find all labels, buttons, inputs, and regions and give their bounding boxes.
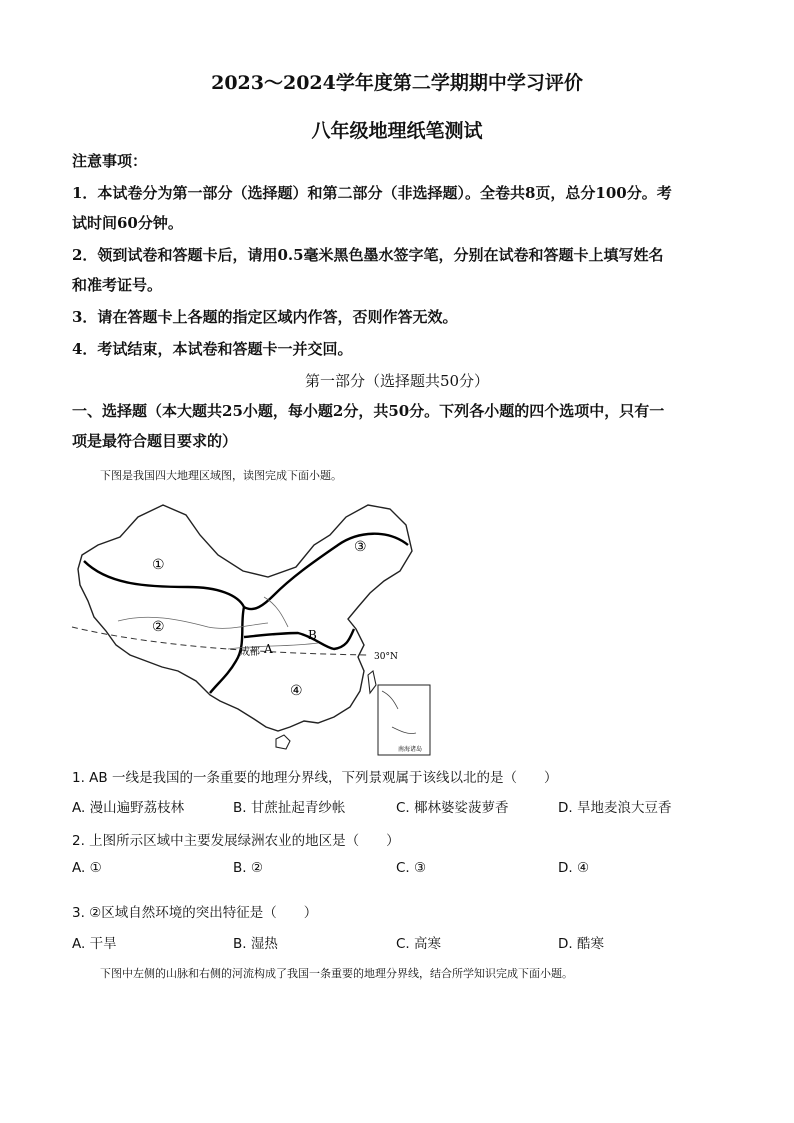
part1-instructions-cont: 项是最符合题目要求的） xyxy=(72,432,238,450)
region-boundary-plateau xyxy=(210,607,244,693)
river-lines xyxy=(118,597,318,649)
question-2-option-c[interactable]: C. ③ xyxy=(396,860,427,876)
question-1-option-d[interactable]: D. 旱地麦浪大豆香 xyxy=(558,800,672,816)
question-3-option-c[interactable]: C. 高寒 xyxy=(396,936,442,952)
question-2-option-a[interactable]: A. ① xyxy=(72,860,102,876)
region-label-2: ② xyxy=(152,619,165,635)
exam-subtitle: 八年级地理纸笔测试 xyxy=(311,120,483,142)
question-2-option-b[interactable]: B. ② xyxy=(233,860,263,876)
part1-heading: 第一部分（选择题共50分） xyxy=(304,372,490,390)
point-label-a: A xyxy=(264,642,273,656)
question-1-option-a[interactable]: A. 漫山遍野荔枝林 xyxy=(72,800,185,816)
china-regions-map xyxy=(68,495,440,760)
exam-title: 2023～2024学年度第二学期期中学习评价 xyxy=(211,72,583,94)
question-3-stem: 3. ②区域自然环境的突出特征是（ ） xyxy=(72,905,318,921)
question-3-option-b[interactable]: B. 湿热 xyxy=(233,936,278,952)
question-1-stem: 1. AB 一线是我国的一条重要的地理分界线，下列景观属于该线以北的是（ ） xyxy=(72,770,558,786)
city-label-chengdu: 成都 xyxy=(240,647,260,658)
taiwan-island xyxy=(368,671,376,693)
latitude-label-30n: 30°N xyxy=(374,652,398,662)
question-3-option-a[interactable]: A. 干旱 xyxy=(72,936,117,952)
qinling-huaihe-line xyxy=(244,629,354,649)
next-section-intro: 下图中左侧的山脉和右侧的河流构成了我国一条重要的地理分界线，结合所学知识完成下面小题。 xyxy=(100,967,573,980)
question-1-option-b[interactable]: B. 甘蔗扯起青纱帐 xyxy=(233,800,346,816)
region-label-1: ① xyxy=(152,557,165,573)
notice-item-2-cont: 和准考证号。 xyxy=(72,276,163,294)
south-china-sea-inset xyxy=(378,685,430,755)
question-2-stem: 2. 上图所示区域中主要发展绿洲农业的地区是（ ） xyxy=(72,833,400,849)
notice-item-1-cont: 试时间60分钟。 xyxy=(72,214,183,232)
notice-item-2: 2．领到试卷和答题卡后，请用0.5毫米黑色墨水签字笔，分别在试卷和答题卡上填写姓名 xyxy=(72,246,664,264)
latitude-30n-line xyxy=(72,627,368,655)
question-3-option-d[interactable]: D. 酷寒 xyxy=(558,936,604,952)
inset-label: 南海诸岛 xyxy=(398,746,423,753)
part1-instructions: 一、选择题（本大题共25小题，每小题2分，共50分。下列各小题的四个选项中，只有一 xyxy=(72,402,665,420)
notice-heading: 注意事项： xyxy=(72,152,148,170)
notice-item-3: 3．请在答题卡上各题的指定区域内作答，否则作答无效。 xyxy=(72,308,458,326)
region-label-4: ④ xyxy=(290,683,303,699)
map-intro: 下图是我国四大地理区域图，读图完成下面小题。 xyxy=(100,469,342,482)
question-2-option-d[interactable]: D. ④ xyxy=(558,860,590,876)
question-1-option-c[interactable]: C. 椰林婆娑菠萝香 xyxy=(396,800,509,816)
point-label-b: B xyxy=(308,628,317,642)
region-label-3: ③ xyxy=(354,539,367,555)
notice-item-4: 4．考试结束，本试卷和答题卡一并交回。 xyxy=(72,340,353,358)
notice-item-1: 1．本试卷分为第一部分（选择题）和第二部分（非选择题）。全卷共8页，总分100分。考 xyxy=(72,184,672,202)
hainan-island xyxy=(276,735,290,749)
